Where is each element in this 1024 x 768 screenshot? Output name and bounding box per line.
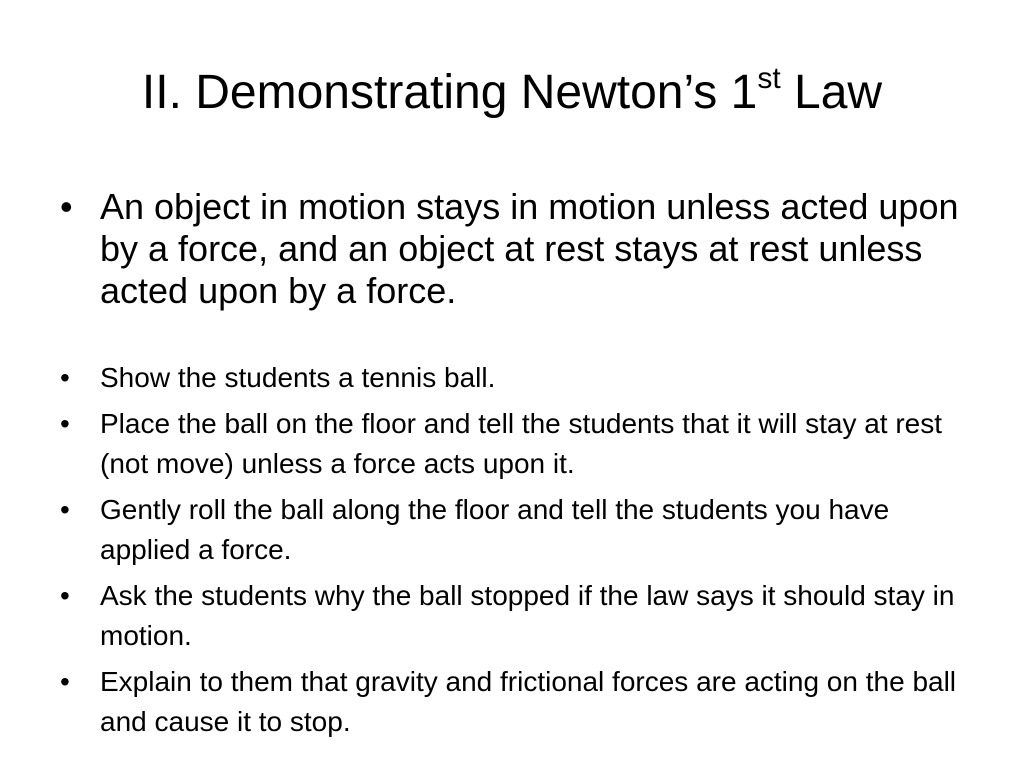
bullet-text: Place the ball on the floor and tell the students that it will stay at rest (not move) unless a force acts upon it. (100, 408, 943, 479)
bullet-text: Ask the students why the ball stopped if the law says it should stay in motion. (100, 580, 955, 651)
bullet-item-law-statement (56, 186, 976, 312)
title-tail: Law (780, 66, 883, 119)
bullet-text: Gently roll the ball along the floor and tell the students you have applied a force. (100, 494, 890, 565)
bullet-item-ask-students (56, 576, 976, 656)
bullet-item-roll-ball (56, 490, 976, 570)
bullet-dot-icon: • (60, 362, 70, 393)
bullet-text: Show the students a tennis ball. (100, 362, 496, 393)
bullet-dot-icon: • (60, 494, 70, 525)
bullet-text: Explain to them that gravity and frictional forces are acting on the ball and cause it to stop. (100, 666, 957, 737)
bullet-dot-icon: • (60, 666, 70, 697)
bullet-item-explain-forces (56, 662, 976, 742)
title-superscript: st (757, 62, 781, 95)
bullet-dot-icon: • (60, 408, 70, 439)
bullet-item-place-ball (56, 404, 976, 484)
bullet-text: An object in motion stays in motion unless acted upon by a force, and an object at rest stays at rest unless acted upon by a force. (100, 186, 959, 311)
bullet-item-show-ball (56, 358, 976, 398)
title-main: II. Demonstrating Newton’s 1 (141, 66, 758, 119)
bullet-dot-icon: • (60, 580, 70, 611)
bullet-dot-icon: • (60, 186, 73, 227)
slide-title (0, 62, 1024, 124)
bullet-list (56, 186, 976, 748)
